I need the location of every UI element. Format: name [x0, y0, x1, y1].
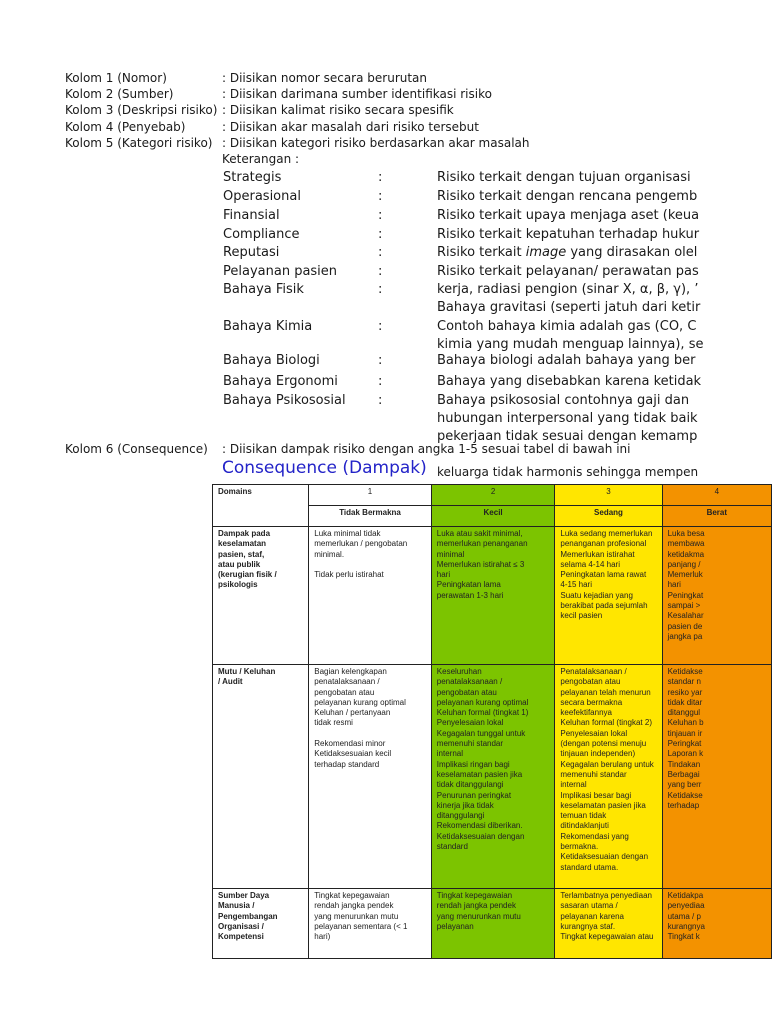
description-line: kerja, radiasi pengion (sinar X, α, β, γ), ’ [437, 282, 699, 297]
cell-line: Mutu / Keluhan [218, 667, 276, 676]
consequence-title: Consequence (Dampak) [222, 458, 427, 478]
category-description [437, 263, 699, 281]
cell-line: Tingkat kepegawaian atau [560, 932, 654, 942]
cell-line: Kegagalan tunggal untuk [436, 728, 526, 738]
cell-line: Penatalaksanaan / [560, 667, 627, 676]
cell-line: tidak ditanggulangi [436, 780, 504, 790]
cell-line: Rekomendasi diberikan. [436, 821, 523, 831]
cell-line: Ketidaksesuaian kecil [314, 749, 392, 759]
category-name: Reputasi [223, 245, 280, 260]
level-3-cell [555, 665, 662, 889]
cell-line: Ketidaksesuaian dengan [436, 831, 525, 841]
level-4-cell [662, 527, 771, 665]
cell-line: bermakna. [560, 842, 599, 852]
cell-line: kinerja jika tidak [436, 800, 494, 810]
description-line: Bahaya gravitasi (seperti jatuh dari ketir [437, 300, 701, 315]
description-line: Risiko terkait image yang dirasakan olel [437, 245, 698, 260]
cell-line: penatalaksanaan / [436, 677, 503, 687]
cell-line: ditindaklanjuti [560, 821, 609, 831]
description-line: Risiko terkait dengan rencana pengemb [437, 189, 698, 204]
cell-line: temuan tidak [560, 811, 607, 821]
cell-line: Penurunan peringkat [436, 790, 512, 800]
consequence-note: keluarga tidak harmonis sehingga mempen [437, 465, 699, 479]
category-description [437, 281, 701, 317]
level-number: 3 [555, 485, 662, 506]
cell-line: perawatan 1-3 hari [436, 590, 504, 600]
cell-line: standard utama. [560, 862, 619, 872]
cell-line: pelayanan karena [560, 911, 624, 921]
category-colon: : [378, 353, 383, 368]
cell-line: Dampak pada [218, 529, 271, 538]
consequence-table [212, 484, 772, 959]
category-name: Bahaya Ergonomi [223, 374, 338, 389]
cell-line: tidak resmi [314, 718, 353, 728]
cell-line: Luka atau sakit minimal, [436, 529, 523, 538]
table-body [213, 527, 772, 959]
level-2-cell [431, 889, 555, 959]
cell-line: hari [667, 580, 681, 590]
category-name: Strategis [223, 170, 282, 185]
category-name: Bahaya Kimia [223, 319, 313, 334]
category-colon: : [378, 374, 383, 389]
cell-line: psikologis [218, 580, 258, 590]
cell-line: Manusia / [218, 901, 255, 911]
cell-line: Peningkatan lama rawat [560, 570, 647, 580]
cell-line: Kesalahar [667, 611, 704, 621]
cell-line: Peningkat [667, 590, 704, 600]
description-line: Contoh bahaya kimia adalah gas (CO, C [437, 319, 697, 334]
cell-line: 4-15 hari [560, 580, 592, 590]
cell-line: Tingkat k [667, 932, 700, 942]
cell-line: pelayanan kurang optimal [436, 697, 529, 707]
kolom-label: Kolom 5 (Kategori risiko) [65, 136, 213, 150]
cell-line: / Audit [218, 677, 243, 687]
cell-line: membawa [667, 539, 705, 549]
cell-line: Ketidaksesuaian dengan [560, 852, 649, 862]
table-number-row [213, 485, 772, 506]
cell-line: Memerlukan istirahat ≤ 3 [436, 559, 525, 569]
cell-line: Luka minimal tidak [314, 529, 381, 538]
cell-line: sampai > [667, 601, 701, 611]
cell-line: sasaran utama / [560, 901, 618, 911]
cell-line: Sumber Daya [218, 891, 270, 900]
cell-line: pelayanan kurang optimal [314, 697, 406, 707]
cell-line: (kerugian fisik / [218, 570, 277, 580]
level-number: 2 [431, 485, 555, 506]
cell-line: memenuhi standar [436, 739, 504, 749]
cell-line: Tidak perlu istirahat [314, 570, 384, 580]
cell-line: kecil pasien [560, 611, 603, 621]
cell-line: pengobatan atau [314, 687, 375, 697]
cell-line: pasien de [667, 621, 703, 631]
cell-line: Implikasi besar bagi [560, 790, 632, 800]
category-description [437, 373, 702, 391]
cell-line: keselamatan pasien jika [436, 769, 523, 779]
cell-line: Ketidakpa [667, 891, 704, 900]
category-description [437, 244, 698, 262]
kolom-label: Kolom 2 (Sumber) [65, 87, 174, 101]
keterangan-label: Keterangan : [222, 152, 300, 166]
category-colon: : [378, 264, 383, 279]
cell-line: Kegagalan berulang untuk [560, 759, 654, 769]
description-line: Risiko terkait pelayanan/ perawatan pas [437, 264, 699, 279]
cell-line: selama 4-14 hari [560, 559, 620, 569]
level-2-cell [431, 527, 555, 665]
cell-line: Memerluk [667, 570, 703, 580]
cell-line: terhadap standard [314, 759, 380, 769]
description-line: Risiko terkait upaya menjaga aset (keua [437, 208, 700, 223]
cell-line: Memerlukan istirahat [560, 549, 635, 559]
category-colon: : [378, 393, 383, 408]
description-line: Bahaya biologi adalah bahaya yang ber [437, 353, 696, 368]
category-name: Pelayanan pasien [223, 264, 338, 279]
cell-line: (dengan potensi menuju [560, 739, 647, 749]
level-4-cell [662, 665, 771, 889]
cell-line: kurangnya [667, 921, 705, 931]
consequence-table-wrap [212, 484, 728, 947]
description-line: Risiko terkait dengan tujuan organisasi [437, 170, 691, 185]
cell-line: Tingkat kepegawaian [436, 891, 513, 900]
category-name: Bahaya Fisik [223, 282, 304, 297]
cell-line: Penyelesaian lokal [560, 728, 628, 738]
cell-line: keselamatan [218, 539, 267, 549]
cell-line: pelayanan sementara (< 1 [314, 921, 408, 931]
description-line: kimia yang mudah menguap lainnya), se [437, 337, 704, 352]
kolom-desc: : Diisikan kategori risiko berdasarkan akar masalah [222, 136, 530, 150]
cell-line: secara bermakna [560, 697, 623, 707]
cell-line: Keluhan b [667, 718, 704, 728]
cell-line: Peningkatan lama [436, 580, 501, 590]
cell-line: yang berr [667, 780, 702, 790]
cell-line: tinjauan independen) [560, 749, 636, 759]
cell-line: utama / p [667, 911, 701, 921]
cell-line: pasien, staf, [218, 549, 265, 559]
category-colon: : [378, 245, 383, 260]
kolom-label: Kolom 4 (Penyebab) [65, 120, 186, 134]
cell-line [314, 729, 426, 739]
kolom-label: Kolom 6 (Consequence) [65, 442, 208, 456]
category-colon: : [378, 170, 383, 185]
category-colon: : [378, 319, 383, 334]
cell-line: internal [560, 780, 587, 790]
category-description [437, 169, 691, 187]
category-description [437, 392, 698, 446]
category-colon: : [378, 282, 383, 297]
cell-line: keefektifannya [560, 708, 612, 718]
cell-line: Organisasi / [218, 921, 264, 931]
kolom-desc: : Diisikan akar masalah dari risiko tersebut [222, 120, 479, 134]
cell-line: Keluhan formal (tingkat 1) [436, 708, 529, 718]
cell-line: Implikasi ringan bagi [436, 759, 510, 769]
level-1-cell [309, 527, 432, 665]
kolom-label: Kolom 3 (Deskripsi risiko) [65, 103, 218, 117]
category-description [437, 318, 704, 354]
cell-line: yang menurunkan mutu [436, 911, 521, 921]
cell-line: panjang / [667, 559, 701, 569]
cell-line: keselamatan pasien jika [560, 800, 646, 810]
kolom-desc: : Diisikan nomor secara berurutan [222, 71, 428, 85]
cell-line: ditanggul [667, 708, 701, 718]
domain-cell [213, 527, 309, 665]
description-line: Risiko terkait kepatuhan terhadap hukur [437, 227, 700, 242]
description-line: Bahaya yang disebabkan karena ketidak [437, 374, 702, 389]
cell-line: internal [436, 749, 464, 759]
cell-line: rendah jangka pendek [436, 901, 516, 911]
level-name: Tidak Bermakna [309, 506, 432, 527]
cell-line: Ketidakse [667, 790, 703, 800]
cell-line: Ketidakse [667, 667, 703, 676]
kolom-desc: : Diisikan darimana sumber identifikasi risiko [222, 87, 492, 101]
cell-line: resiko yar [667, 687, 703, 697]
cell-line: memerlukan / pengobatan [314, 539, 408, 549]
cell-line: Rekomendasi yang [560, 831, 629, 841]
category-name: Bahaya Psikososial [223, 393, 346, 408]
cell-line: Rekomendasi minor [314, 739, 386, 749]
cell-line: Pengembangan [218, 911, 278, 921]
cell-line: pelayanan telah menurun [560, 687, 651, 697]
cell-line: Peringkat [667, 739, 702, 749]
cell-line: terhadap [667, 800, 700, 810]
level-2-cell [431, 665, 555, 889]
cell-line: standar n [667, 677, 701, 687]
domain-cell [213, 889, 309, 959]
cell-line: rendah jangka pendek [314, 901, 394, 911]
cell-line: Berbagai [667, 769, 700, 779]
level-number: 4 [662, 485, 771, 506]
cell-line: Luka besa [667, 529, 705, 538]
cell-line: berakibat pada sejumlah [560, 601, 648, 611]
table-row [213, 889, 772, 959]
cell-line: penanganan profesional [560, 539, 647, 549]
level-name: Berat [662, 506, 771, 527]
cell-line: hari [436, 570, 451, 580]
category-colon: : [378, 189, 383, 204]
cell-line: tidak ditar [667, 697, 703, 707]
kolom-label: Kolom 1 (Nomor) [65, 71, 167, 85]
cell-line: pengobatan atau [560, 677, 621, 687]
level-3-cell [555, 889, 662, 959]
cell-line: pengobatan atau [436, 687, 497, 697]
level-3-cell [555, 527, 662, 665]
cell-line: pelayanan [436, 921, 474, 931]
cell-line: Kompetensi [218, 932, 264, 942]
cell-line: Keluhan formal (tingkat 2) [560, 718, 652, 728]
cell-line: ketidakma [667, 549, 705, 559]
description-line: hubungan interpersonal yang tidak baik [437, 411, 698, 426]
cell-line: penyediaa [667, 901, 705, 911]
category-description [437, 352, 696, 370]
cell-line: Laporan k [667, 749, 704, 759]
category-description [437, 226, 700, 244]
cell-line: Penyelesaian lokal [436, 718, 504, 728]
category-description [437, 188, 698, 206]
table-row [213, 527, 772, 665]
category-name: Bahaya Biologi [223, 353, 320, 368]
cell-line: atau publik [218, 559, 261, 569]
category-colon: : [378, 227, 383, 242]
cell-line: yang menurunkan mutu [314, 911, 399, 921]
cell-line: memerlukan penanganan [436, 539, 528, 549]
level-name: Sedang [555, 506, 662, 527]
category-name: Finansial [223, 208, 280, 223]
kolom-desc: : Diisikan dampak risiko dengan angka 1-5 sesuai tabel di bawah ini [222, 442, 631, 456]
cell-line: tinjauan ir [667, 728, 703, 738]
cell-line: Keluhan / pertanyaan [314, 708, 391, 718]
domains-header: Domains [213, 485, 309, 527]
level-1-cell [309, 665, 432, 889]
description-line: Bahaya psikososial contohnya gaji dan [437, 393, 690, 408]
cell-line: Bagian kelengkapan [314, 667, 387, 676]
cell-line: Tindakan [667, 759, 701, 769]
cell-line: standard [436, 842, 468, 852]
cell-line: kurangnya staf. [560, 921, 616, 931]
kolom-desc: : Diisikan kalimat risiko secara spesifik [222, 103, 454, 117]
category-name: Compliance [223, 227, 300, 242]
level-number: 1 [309, 485, 432, 506]
domain-cell [213, 665, 309, 889]
cell-line: Terlambatnya penyediaan [560, 891, 653, 900]
cell-line [314, 560, 426, 570]
cell-line: jangka pa [667, 631, 703, 641]
category-colon: : [378, 208, 383, 223]
cell-line: minimal. [314, 549, 345, 559]
table-row [213, 665, 772, 889]
cell-line: minimal [436, 549, 465, 559]
cell-line: ditanggulangi [436, 811, 485, 821]
category-name: Operasional [223, 189, 301, 204]
level-4-cell [662, 889, 771, 959]
category-description [437, 207, 700, 225]
cell-line: Luka sedang memerlukan [560, 529, 653, 538]
level-1-cell [309, 889, 432, 959]
cell-line: memenuhi standar [560, 769, 627, 779]
description-line: pekerjaan tidak sesuai dengan kemamp [437, 429, 698, 444]
cell-line: hari) [314, 932, 331, 942]
cell-line: penatalaksanaan / [314, 677, 380, 687]
cell-line: Suatu kejadian yang [560, 590, 633, 600]
level-name: Kecil [431, 506, 555, 527]
cell-line: Tingkat kepegawaian [314, 891, 390, 900]
cell-line: Keseluruhan [436, 667, 482, 676]
